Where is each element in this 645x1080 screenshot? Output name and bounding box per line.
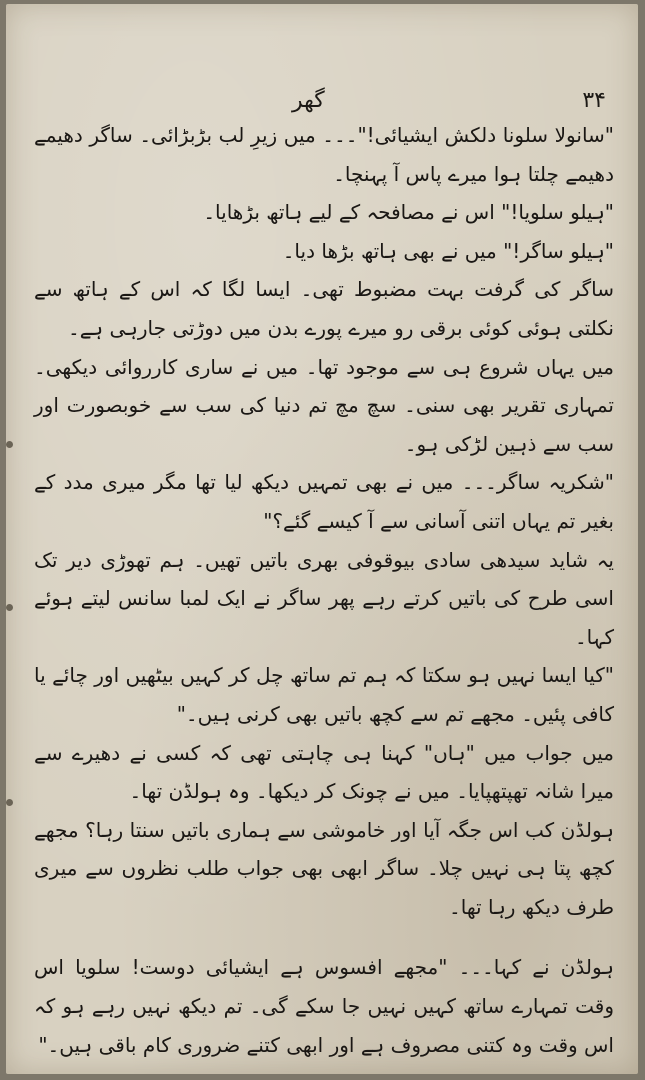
paragraph: "سانولا سلونا دلکش ایشیائی!"۔۔۔ میں زیرِ لب بڑبڑائی۔ ساگر دھیمے دھیمے چلتا ہوا میرے پاس آ پہنچا۔: [34, 123, 614, 186]
paragraph: ہولڈن کب اس جگہ آیا اور خاموشی سے ہماری باتیں سنتا رہا؟ مجھے کچھ پتا ہی نہیں چلا۔ ساگر ابھی بھی جواب طلب نظروں سے میری طرف دیکھ رہا تھا۔: [34, 817, 614, 919]
page-header: [6, 82, 638, 112]
paragraph: ہولڈن نے کہا۔۔۔ "مجھے افسوس ہے ایشیائی دوست! سلویا اس وقت تمہارے ساتھ کہیں نہیں جا سکے گی۔ تم دیکھ نہیں رہے ہو کہ اس وقت وہ کتنی مصروف ہے اور ابھی کتنے ضروری کام باقی ہیں۔": [34, 955, 614, 1057]
paragraph: میں یہاں شروع ہی سے موجود تھا۔ میں نے ساری کارروائی دیکھی۔ تمہاری تقریر بھی سنی۔ سچ مچ تم دنیا کی سب سے خوبصورت اور سب سے ذہین لڑکی ہو۔: [34, 354, 614, 456]
binding-hole: [6, 441, 13, 448]
paragraph: میں جواب میں "ہاں" کہنا ہی چاہتی تھی کہ کسی نے دھیرے سے میرا شانہ تھپتھپایا۔ میں نے چونک کر دیکھا۔ وہ ہولڈن تھا۔: [34, 740, 614, 804]
paragraph: "ہیلو سلویا!" اس نے مصافحہ کے لیے ہاتھ بڑھایا۔: [203, 200, 614, 225]
book-page: [6, 4, 638, 1074]
paragraph: "شکریہ ساگر۔۔۔ میں نے بھی تمہیں دیکھ لیا تھا مگر میری مدد کے بغیر تم یہاں اتنی آسانی سے آ کیسے گئے؟": [34, 470, 614, 533]
paragraph: "کیا ایسا نہیں ہو سکتا کہ ہم تم ساتھ چل کر کہیں بیٹھیں اور چائے یا کافی پئیں۔ مجھے تم سے کچھ باتیں بھی کرنی ہیں۔": [34, 663, 614, 726]
binding-hole: [6, 799, 13, 806]
page-body: [34, 116, 614, 1064]
paragraph: یہ شاید سیدھی سادی بیوقوفی بھری باتیں تھیں۔ ہم تھوڑی دیر تک اسی طرح کی باتیں کرتے رہے پھر ساگر نے ایک لمبا سانس لیتے ہوئے کہا۔: [34, 547, 614, 649]
paragraph: ساگر کی گرفت بہت مضبوط تھی۔ ایسا لگا کہ اس کے ہاتھ سے نکلتی ہوئی کوئی برقی رو میرے پورے بدن میں دوڑتی جارہی ہے۔: [34, 277, 614, 340]
paragraph: "ہیلو ساگر!" میں نے بھی ہاتھ بڑھا دیا۔: [282, 238, 614, 263]
binding-hole: [6, 604, 13, 611]
page-number: ۳۴: [582, 88, 606, 113]
running-title: گھر: [292, 88, 325, 113]
